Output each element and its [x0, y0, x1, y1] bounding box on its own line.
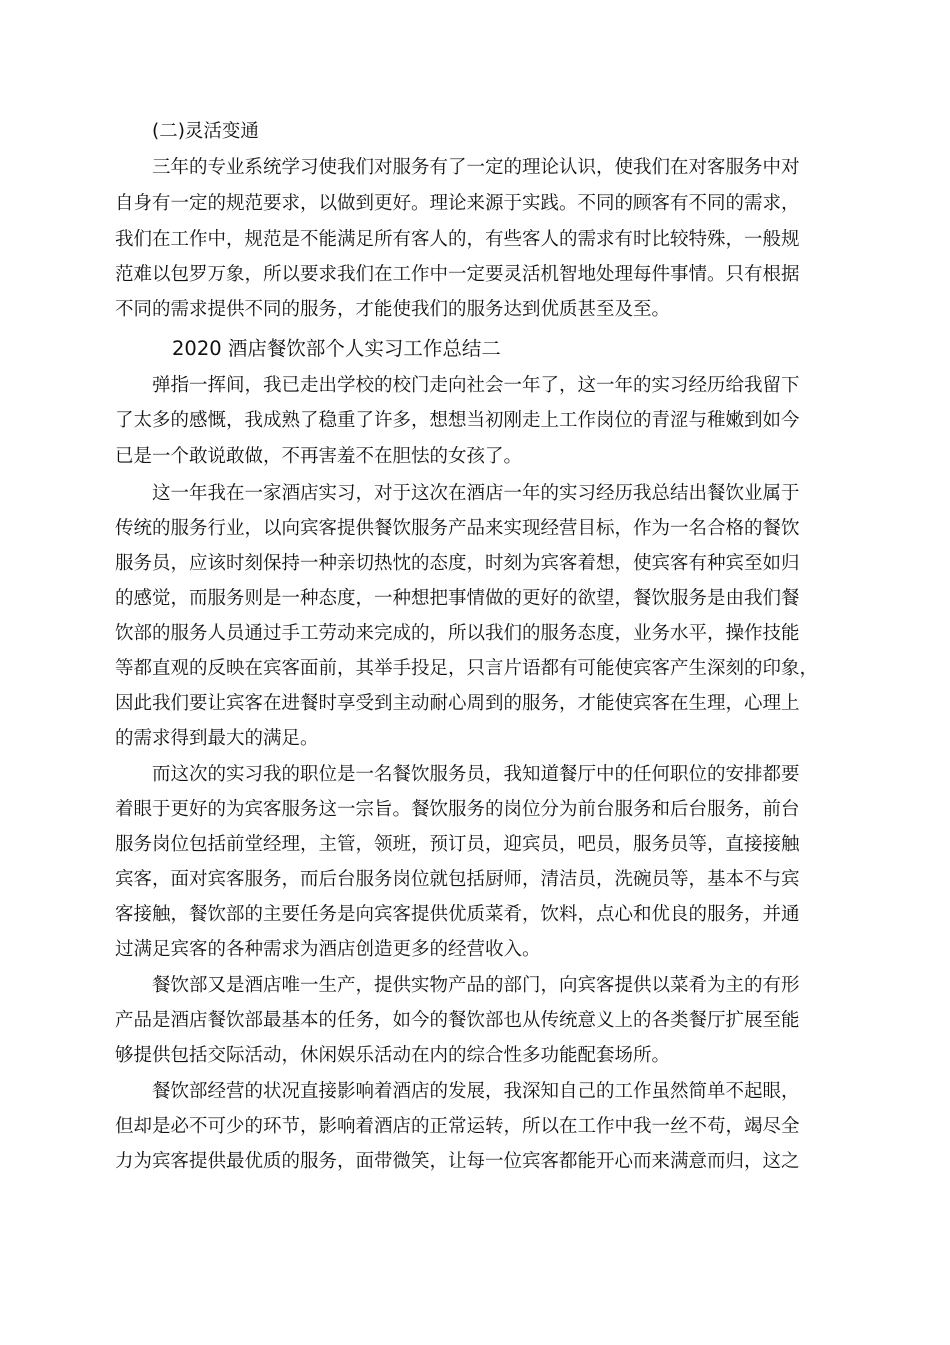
paragraph-line: 传统的服务行业，以向宾客提供餐饮服务产品来实现经营目标，作为一名合格的餐饮 [115, 518, 800, 539]
paragraph-line: 饮部的服务人员通过手工劳动来完成的，所以我们的服务态度，业务水平，操作技能 [115, 623, 800, 644]
paragraph-line: 不同的需求提供不同的服务，才能使我们的服务达到优质甚至及至。 [115, 299, 671, 320]
paragraph-line: 范难以包罗万象，所以要求我们在工作中一定要灵活机智地处理每件事情。只有根据 [115, 264, 800, 285]
paragraph-line: 餐饮部又是酒店唯一生产，提供实物产品的部门，向宾客提供以菜肴为主的有形 [152, 975, 800, 996]
paragraph-line: 已是一个敢说敢做，不再害羞不在胆怯的女孩了。 [115, 446, 523, 467]
paragraph-line: 够提供包括交际活动，休闲娱乐活动在内的综合性多功能配套场所。 [115, 1045, 671, 1066]
paragraph-line: 了太多的感慨，我成熟了稳重了许多，想想当初刚走上工作岗位的青涩与稚嫩到如今 [115, 410, 800, 431]
paragraph-line: 三年的专业系统学习使我们对服务有了一定的理论认识，使我们在对客服务中对 [152, 157, 800, 178]
paragraph-line: 我们在工作中，规范是不能满足所有客人的，有些客人的需求有时比较特殊，一般规 [115, 229, 800, 250]
paragraph-line: 力为宾客提供最优质的服务，面带微笑，让每一位宾客都能开心而来满意而归，这之 [115, 1151, 800, 1172]
paragraph-line: 等都直观的反映在宾客面前，其举手投足，只言片语都有可能使宾客产生深刻的印象， [115, 658, 819, 679]
paragraph-line: 的需求得到最大的满足。 [115, 728, 319, 749]
paragraph-line: 过满足宾客的各种需求为酒店创造更多的经营收入。 [115, 939, 541, 960]
paragraph-line: 但却是必不可少的环节，影响着酒店的正常运转，所以在工作中我一丝不苟，竭尽全 [115, 1116, 800, 1137]
paragraph-line: 服务岗位包括前堂经理，主管，领班，预订员，迎宾员，吧员，服务员等，直接接触 [115, 834, 800, 855]
paragraph-line: 而这次的实习我的职位是一名餐饮服务员，我知道餐厅中的任何职位的安排都要 [152, 764, 800, 785]
paragraph-line: 弹指一挥间，我已走出学校的校门走向社会一年了，这一年的实习经历给我留下 [152, 375, 800, 396]
section-heading: (二)灵活变通 [152, 121, 259, 142]
document-title: 2020 酒店餐饮部个人实习工作总结二 [172, 337, 501, 360]
paragraph-line: 这一年我在一家酒店实习，对于这次在酒店一年的实习经历我总结出餐饮业属于 [152, 483, 800, 504]
paragraph-line: 自身有一定的规范要求，以做到更好。理论来源于实践。不同的顾客有不同的需求， [115, 193, 800, 214]
paragraph-line: 餐饮部经营的状况直接影响着酒店的发展，我深知自己的工作虽然简单不起眼， [152, 1081, 800, 1102]
paragraph-line: 宾客，面对宾客服务，而后台服务岗位就包括厨师，清洁员，洗碗员等，基本不与宾 [115, 869, 800, 890]
paragraph-line: 的感觉，而服务则是一种态度，一种想把事情做的更好的欲望，餐饮服务是由我们餐 [115, 588, 800, 609]
paragraph-line: 服务员，应该时刻保持一种亲切热忱的态度，时刻为宾客着想，使宾客有种宾至如归 [115, 553, 800, 574]
paragraph-line: 客接触，餐饮部的主要任务是向宾客提供优质菜肴，饮料，点心和优良的服务，并通 [115, 904, 800, 925]
paragraph-line: 产品是酒店餐饮部最基本的任务，如今的餐饮部也从传统意义上的各类餐厅扩展至能 [115, 1010, 800, 1031]
paragraph-line: 着眼于更好的为宾客服务这一宗旨。餐饮服务的岗位分为前台服务和后台服务，前台 [115, 799, 800, 820]
paragraph-line: 因此我们要让宾客在进餐时享受到主动耐心周到的服务，才能使宾客在生理，心理上 [115, 693, 800, 714]
